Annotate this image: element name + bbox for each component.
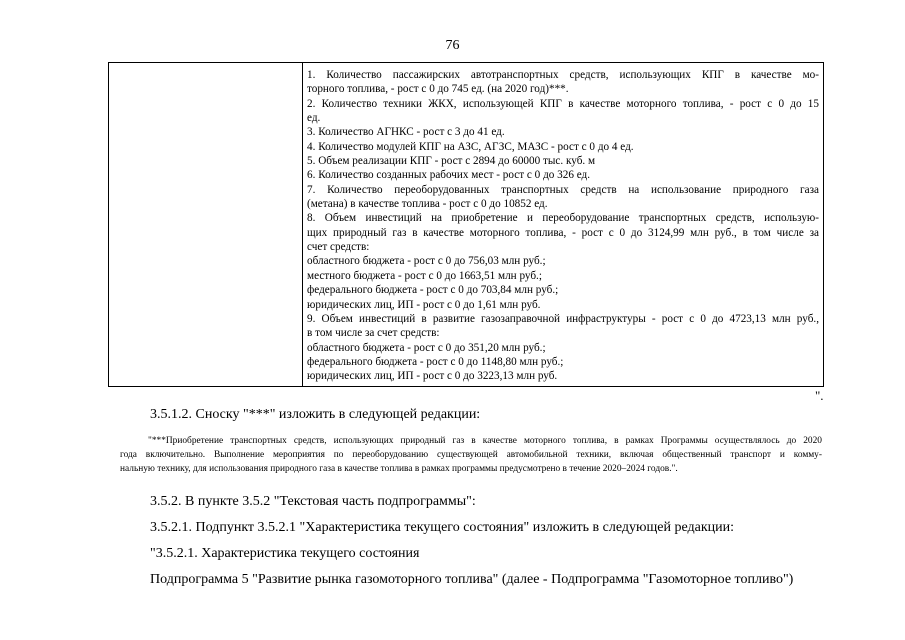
table-line: торного топлива, - рост с 0 до 745 ед. (на 2020 год)***.	[307, 83, 569, 96]
paragraph-subprogram-5: Подпрограмма 5 "Развитие рынка газомоторного топлива" (далее - Подпрограмма "Газомоторное топливо")	[150, 572, 794, 587]
table-line: 1. Количество пассажирских автотранспортных средств, использующих КПГ в качестве мо-	[307, 69, 819, 81]
paragraph-item-3-5-2: 3.5.2. В пункте 3.5.2 "Текстовая часть подпрограммы":	[150, 494, 476, 509]
table-line: областного бюджета - рост с 0 до 756,03 млн руб.;	[307, 255, 546, 268]
table-right-cell	[303, 63, 823, 386]
table-closing-quote: ".	[815, 388, 824, 403]
table-line: в том числе за счет средств:	[307, 327, 440, 340]
table-line: 2. Количество техники ЖКХ, использующей КПГ в качестве моторного топлива, - рост с 0 до 15	[307, 97, 819, 110]
table-line: щих природный газ в качестве моторного топлива, - рост с 0 до 3124,99 млн руб., в том числе за	[307, 226, 819, 239]
paragraph-item-3-5-2-1: 3.5.2.1. Подпункт 3.5.2.1 "Характеристика текущего состояния" изложить в следующей редакции:	[150, 520, 734, 535]
table-line: федерального бюджета - рост с 0 до 703,84 млн руб.;	[307, 284, 559, 297]
table-line: 9. Объем инвестиций в развитие газозаправочной инфраструктуры - рост с 0 до 4723,13 млн руб.,	[307, 312, 819, 325]
table-line: 4. Количество модулей КПГ на АЗС, АГЗС, МАЗС - рост с 0 до 4 ед.	[307, 140, 634, 153]
table-line: 8. Объем инвестиций на приобретение и переоборудование транспортных средств, использую-	[307, 212, 819, 225]
table-line: счет средств:	[307, 241, 370, 254]
table-line: местного бюджета - рост с 0 до 1663,51 млн руб.;	[307, 269, 542, 282]
footnote-line: "***Приобретение транспортных средств, использующих природный газ в качестве моторного топлива, в рамках Программы осуществлялось до 2020	[148, 436, 822, 446]
footnote-text	[120, 434, 822, 476]
table-line: 6. Количество созданных рабочих мест - рост с 0 до 326 ед.	[307, 169, 591, 182]
table-left-cell	[109, 63, 303, 386]
footnote-line: нальную технику, для использования природного газа в качестве топлива в рамках программы предусмотрено в течение 2020–2024 годов.".	[120, 464, 678, 474]
page-number: 76	[445, 38, 460, 53]
paragraph-footnote-amendment: 3.5.1.2. Сноску "***" изложить в следующей редакции:	[150, 407, 481, 422]
table-line: областного бюджета - рост с 0 до 351,20 млн руб.;	[307, 341, 546, 354]
table-line: 5. Объем реализации КПГ - рост с 2894 до 60000 тыс. куб. м	[307, 155, 596, 168]
table-line: ед.	[307, 112, 321, 125]
footnote-line: года включительно. Выполнение мероприятия по переоборудованию существующей автомобильной техники, включая общественный транспорт и комму-	[120, 450, 822, 460]
table-line: 3. Количество АГНКС - рост с 3 до 41 ед.	[307, 126, 505, 139]
section-heading: "3.5.2.1. Характеристика текущего состояния	[150, 546, 420, 561]
table-line: юридических лиц, ИП - рост с 0 до 3223,13 млн руб.	[307, 370, 558, 383]
table-line: 7. Количество переоборудованных транспортных средств на использование природного газа	[307, 183, 819, 196]
table-line: юридических лиц, ИП - рост с 0 до 1,61 млн руб.	[307, 298, 541, 311]
indicators-table	[108, 62, 824, 387]
table-line: федерального бюджета - рост с 0 до 1148,80 млн руб.;	[307, 355, 564, 368]
table-line: (метана) в качестве топлива - рост с 0 до 10852 ед.	[307, 198, 548, 211]
